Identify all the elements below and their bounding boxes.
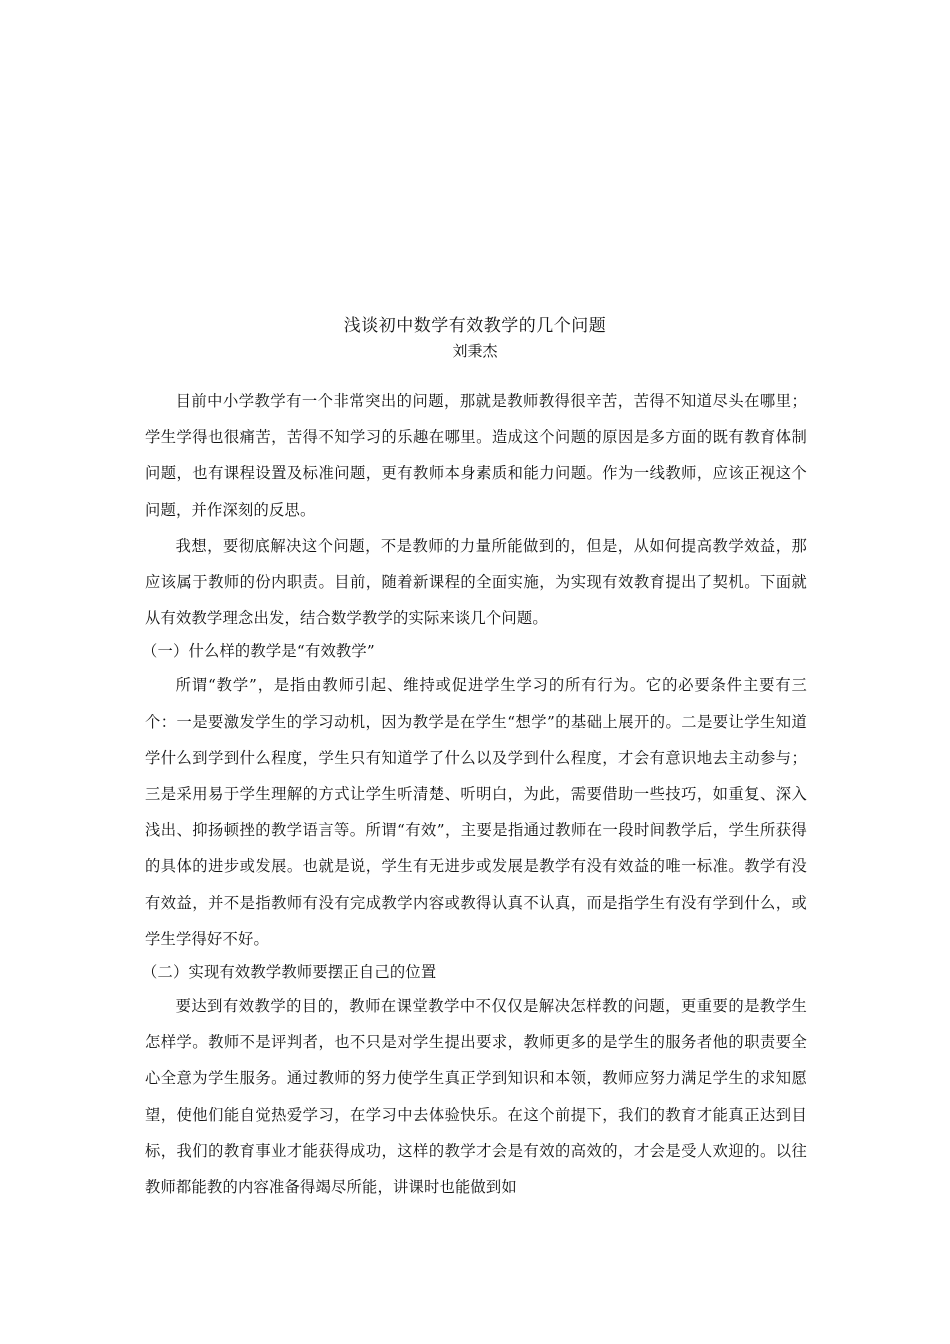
section-1-paragraph: 所谓“教学”，是指由教师引起、维持或促进学生学习的所有行为。它的必要条件主要有三个：一是要激发学生的学习动机，因为教学是在学生“想学”的基础上展开的。二是要让学生知道学什么到学到什么程度，学生只有知道学了什么以及学到什么程度，才会有意识地去主动参与；三是采用易于学生理解的方式让学生听清楚、听明白，为此，需要借助一些技巧，如重复、深入浅出、抑扬顿挫的教学语言等。所谓“有效”，主要是指通过教师在一段时间教学后，学生所获得的具体的进步或发展。也就是说，学生有无进步或发展是教学有没有效益的唯一标准。教学有没有效益，并不是指教师有没有完成教学内容或教得认真不认真，而是指学生有没有学到什么，或学生学得好不好。 [145,676,807,948]
section-2-paragraph: 要达到有效教学的目的，教师在课堂教学中不仅仅是解决怎样教的问题，更重要的是教学生怎样学。教师不是评判者，也不只是对学生提出要求，教师更多的是学生的服务者他的职责要全心全意为学生服务。通过教师的努力使学生真正学到知识和本领，教师应努力满足学生的求知愿望，使他们能自觉热爱学习，在学习中去体验快乐。在这个前提下，我们的教育才能真正达到目标，我们的教育事业才能获得成功，这样的教学才会是有效的高效的，才会是受人欢迎的。以往教师都能教的内容准备得竭尽所能，讲课时也能做到如 [145,997,807,1197]
document-author: 刘秉杰 [452,342,498,360]
document-title: 浅谈初中数学有效教学的几个问题 [343,316,607,336]
document-body [141,383,807,1205]
intro-paragraph-2: 我想，要彻底解决这个问题，不是教师的力量所能做到的，但是，从如何提高教学效益，那应该属于教师的份内职责。目前，随着新课程的全面实施，为实现有效教育提出了契机。下面就从有效教学理念出发，结合数学教学的实际来谈几个问题。 [145,536,807,628]
section-2-heading: （二）实现有效教学教师要摆正自己的位置 [141,963,437,982]
intro-paragraph-1: 目前中小学教学有一个非常突出的问题，那就是教师教得很辛苦，苦得不知道尽头在哪里；学生学得也很痛苦，苦得不知学习的乐趣在哪里。造成这个问题的原因是多方面的既有教育体制问题，也有课程设置及标准问题，更有教师本身素质和能力问题。作为一线教师，应该正视这个问题，并作深刻的反思。 [145,392,807,519]
section-1-heading: （一）什么样的教学是“有效教学” [141,642,375,661]
